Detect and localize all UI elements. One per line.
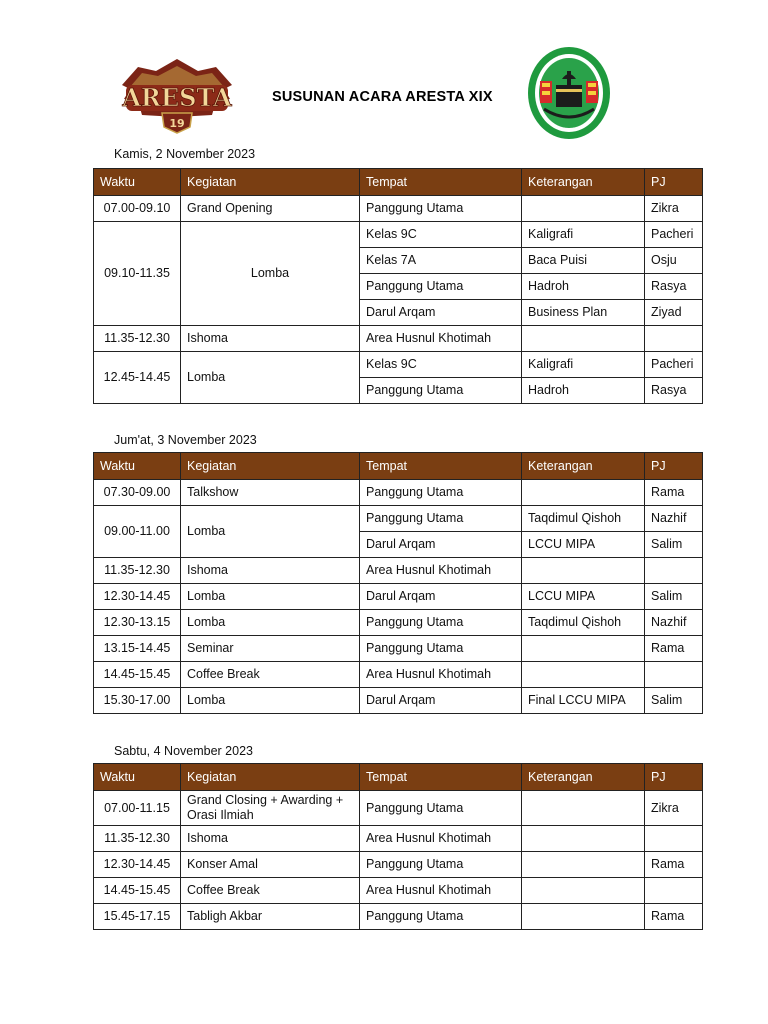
cell-waktu: 11.35-12.30	[94, 826, 181, 852]
cell-tempat: Area Husnul Khotimah	[360, 826, 522, 852]
col-header-pj: PJ	[645, 453, 703, 480]
cell-waktu: 15.45-17.15	[94, 904, 181, 930]
cell-keterangan: Business Plan	[522, 300, 645, 326]
cell-pj: Salim	[645, 532, 703, 558]
cell-tempat: Kelas 9C	[360, 352, 522, 378]
cell-kegiatan: Coffee Break	[181, 662, 360, 688]
cell-tempat: Area Husnul Khotimah	[360, 326, 522, 352]
cell-pj: Salim	[645, 584, 703, 610]
cell-waktu: 07.00-11.15	[94, 791, 181, 826]
col-header-tempat: Tempat	[360, 764, 522, 791]
cell-pj: Rasya	[645, 274, 703, 300]
table-row	[94, 826, 703, 852]
cell-kegiatan: Tabligh Akbar	[181, 904, 360, 930]
cell-keterangan	[522, 326, 645, 352]
cell-waktu: 07.00-09.10	[94, 196, 181, 222]
cell-kegiatan: Ishoma	[181, 558, 360, 584]
col-header-waktu: Waktu	[94, 169, 181, 196]
col-header-kegiatan: Kegiatan	[181, 453, 360, 480]
cell-keterangan: Taqdimul Qishoh	[522, 610, 645, 636]
cell-pj: Ziyad	[645, 300, 703, 326]
cell-keterangan	[522, 791, 645, 826]
schedule-table-day-2	[93, 452, 703, 714]
cell-pj: Pacheri	[645, 222, 703, 248]
cell-waktu: 07.30-09.00	[94, 480, 181, 506]
cell-keterangan: Hadroh	[522, 378, 645, 404]
cell-pj: Zikra	[645, 196, 703, 222]
cell-tempat: Kelas 9C	[360, 222, 522, 248]
cell-kegiatan: Grand Opening	[181, 196, 360, 222]
day-2-date: Jum'at, 3 November 2023	[114, 433, 257, 447]
table-row	[94, 352, 703, 378]
cell-kegiatan: Seminar	[181, 636, 360, 662]
cell-keterangan	[522, 904, 645, 930]
cell-pj: Salim	[645, 688, 703, 714]
page-title: SUSUNAN ACARA ARESTA XIX	[272, 89, 493, 105]
cell-kegiatan: Coffee Break	[181, 878, 360, 904]
table-header-row	[94, 453, 703, 480]
cell-kegiatan	[181, 791, 360, 826]
table-row	[94, 791, 703, 826]
col-header-keterangan: Keterangan	[522, 764, 645, 791]
table-row	[94, 480, 703, 506]
aresta-logo	[116, 55, 238, 137]
cell-keterangan: LCCU MIPA	[522, 584, 645, 610]
day-1-date: Kamis, 2 November 2023	[114, 147, 256, 161]
cell-keterangan: Hadroh	[522, 274, 645, 300]
cell-tempat: Panggung Utama	[360, 506, 522, 532]
organization-emblem	[526, 45, 612, 141]
cell-tempat: Panggung Utama	[360, 904, 522, 930]
cell-pj	[645, 662, 703, 688]
cell-pj: Osju	[645, 248, 703, 274]
cell-pj: Nazhif	[645, 610, 703, 636]
cell-keterangan	[522, 558, 645, 584]
cell-tempat: Darul Arqam	[360, 688, 522, 714]
cell-waktu: 15.30-17.00	[94, 688, 181, 714]
cell-kegiatan: Ishoma	[181, 826, 360, 852]
table-row	[94, 506, 703, 532]
cell-pj: Rama	[645, 480, 703, 506]
table-row	[94, 636, 703, 662]
cell-keterangan	[522, 196, 645, 222]
cell-keterangan	[522, 878, 645, 904]
cell-keterangan: Baca Puisi	[522, 248, 645, 274]
cell-keterangan	[522, 852, 645, 878]
cell-tempat: Panggung Utama	[360, 791, 522, 826]
col-header-tempat: Tempat	[360, 453, 522, 480]
cell-tempat: Area Husnul Khotimah	[360, 662, 522, 688]
cell-waktu: 13.15-14.45	[94, 636, 181, 662]
cell-waktu: 11.35-12.30	[94, 326, 181, 352]
cell-kegiatan: Lomba	[181, 610, 360, 636]
col-header-keterangan: Keterangan	[522, 169, 645, 196]
cell-kegiatan: Lomba	[181, 352, 360, 404]
cell-pj: Zikra	[645, 791, 703, 826]
cell-waktu: 09.10-11.35	[94, 222, 181, 326]
cell-kegiatan: Konser Amal	[181, 852, 360, 878]
cell-tempat: Darul Arqam	[360, 584, 522, 610]
table-row	[94, 878, 703, 904]
cell-pj: Nazhif	[645, 506, 703, 532]
schedule-table-day-1	[93, 168, 703, 404]
cell-keterangan	[522, 826, 645, 852]
cell-pj	[645, 878, 703, 904]
day-3-date: Sabtu, 4 November 2023	[114, 744, 253, 758]
table-row	[94, 904, 703, 930]
col-header-waktu: Waktu	[94, 764, 181, 791]
cell-waktu: 11.35-12.30	[94, 558, 181, 584]
cell-kegiatan: Ishoma	[181, 326, 360, 352]
cell-tempat: Panggung Utama	[360, 196, 522, 222]
table-row	[94, 558, 703, 584]
cell-pj: Rasya	[645, 378, 703, 404]
cell-pj: Pacheri	[645, 352, 703, 378]
col-header-keterangan: Keterangan	[522, 453, 645, 480]
col-header-pj: PJ	[645, 764, 703, 791]
col-header-waktu: Waktu	[94, 453, 181, 480]
cell-waktu: 09.00-11.00	[94, 506, 181, 558]
col-header-tempat: Tempat	[360, 169, 522, 196]
table-row	[94, 852, 703, 878]
cell-tempat: Panggung Utama	[360, 852, 522, 878]
cell-tempat: Panggung Utama	[360, 636, 522, 662]
table-row	[94, 222, 703, 248]
cell-keterangan: Kaligrafi	[522, 352, 645, 378]
table-row	[94, 196, 703, 222]
cell-tempat: Area Husnul Khotimah	[360, 878, 522, 904]
cell-keterangan: Taqdimul Qishoh	[522, 506, 645, 532]
cell-waktu: 14.45-15.45	[94, 662, 181, 688]
cell-kegiatan: Lomba	[181, 222, 360, 326]
cell-tempat: Area Husnul Khotimah	[360, 558, 522, 584]
col-header-kegiatan: Kegiatan	[181, 764, 360, 791]
cell-keterangan: Final LCCU MIPA	[522, 688, 645, 714]
aresta-logo-number: 19	[169, 117, 185, 130]
table-header-row	[94, 169, 703, 196]
cell-pj: Rama	[645, 852, 703, 878]
cell-pj: Rama	[645, 636, 703, 662]
aresta-logo-text: ARESTA	[122, 83, 232, 112]
table-row	[94, 584, 703, 610]
cell-kegiatan: Lomba	[181, 688, 360, 714]
cell-waktu: 12.30-13.15	[94, 610, 181, 636]
cell-keterangan	[522, 662, 645, 688]
cell-tempat: Panggung Utama	[360, 610, 522, 636]
cell-kegiatan: Lomba	[181, 506, 360, 558]
cell-kegiatan: Talkshow	[181, 480, 360, 506]
cell-keterangan: Kaligrafi	[522, 222, 645, 248]
cell-tempat: Darul Arqam	[360, 532, 522, 558]
table-row	[94, 688, 703, 714]
cell-tempat: Darul Arqam	[360, 300, 522, 326]
cell-kegiatan-line-1: Grand Closing + Awarding +	[187, 793, 344, 807]
cell-pj: Rama	[645, 904, 703, 930]
cell-waktu: 14.45-15.45	[94, 878, 181, 904]
cell-kegiatan-line-2: Orasi Ilmiah	[187, 808, 254, 822]
cell-waktu: 12.30-14.45	[94, 584, 181, 610]
cell-pj	[645, 558, 703, 584]
cell-keterangan	[522, 636, 645, 662]
cell-keterangan: LCCU MIPA	[522, 532, 645, 558]
cell-waktu: 12.45-14.45	[94, 352, 181, 404]
table-header-row	[94, 764, 703, 791]
table-row	[94, 662, 703, 688]
cell-tempat: Panggung Utama	[360, 480, 522, 506]
cell-tempat: Panggung Utama	[360, 378, 522, 404]
cell-pj	[645, 326, 703, 352]
cell-pj	[645, 826, 703, 852]
cell-waktu: 12.30-14.45	[94, 852, 181, 878]
schedule-table-day-3	[93, 763, 703, 930]
col-header-pj: PJ	[645, 169, 703, 196]
table-row	[94, 326, 703, 352]
table-row	[94, 610, 703, 636]
cell-tempat: Kelas 7A	[360, 248, 522, 274]
cell-kegiatan: Lomba	[181, 584, 360, 610]
cell-tempat: Panggung Utama	[360, 274, 522, 300]
cell-keterangan	[522, 480, 645, 506]
col-header-kegiatan: Kegiatan	[181, 169, 360, 196]
